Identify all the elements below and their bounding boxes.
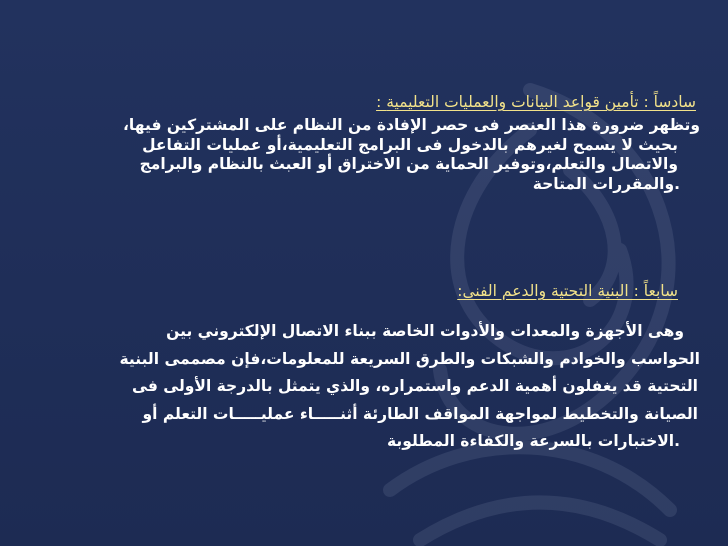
section6-line: .والمقررات المتاحة <box>532 174 680 193</box>
section7-heading: :سابعاً : البنية التحتية والدعم الفنى <box>457 282 678 300</box>
section6-line: والاتصال والتعلم،وتوفير الحماية من الاختراق أو العبث بالنظام والبرامج <box>139 155 678 173</box>
section7-line: الحواسب والخوادم والشبكات والطرق السريعة للمعلومات،فإن مصممى البنية <box>119 349 700 368</box>
section7-line: الصيانة والتخطيط لمواجهة المواقف الطارئة أثنـــــاء عمليـــــات التعلم أو <box>142 404 698 423</box>
section6-heading: : سادساً : تأمين قواعد البيانات والعمليات التعليمية <box>376 93 696 111</box>
section7-line: .الاختبارات بالسرعة والكفاءة المطلوبة <box>387 432 680 450</box>
section7-line: التحتية قد يغفلون أهمية الدعم واستمراره، والذي يتمثل بالدرجة الأولى فى <box>132 377 698 395</box>
section6-line: وتظهر ضرورة هذا العنصر فى حصر الإفادة من النظام على المشتركين فيها، <box>123 116 700 134</box>
section7-line: وهى الأجهزة والمعدات والأدوات الخاصة ببناء الاتصال الإلكتروني بين <box>166 322 684 340</box>
section6-paragraph <box>50 116 700 194</box>
section6-line: بحيث لا يسمح لغيرهم بالدخول فى البرامج التعليمية،أو عمليات التفاعل <box>142 135 678 154</box>
section7-paragraph <box>50 318 700 456</box>
